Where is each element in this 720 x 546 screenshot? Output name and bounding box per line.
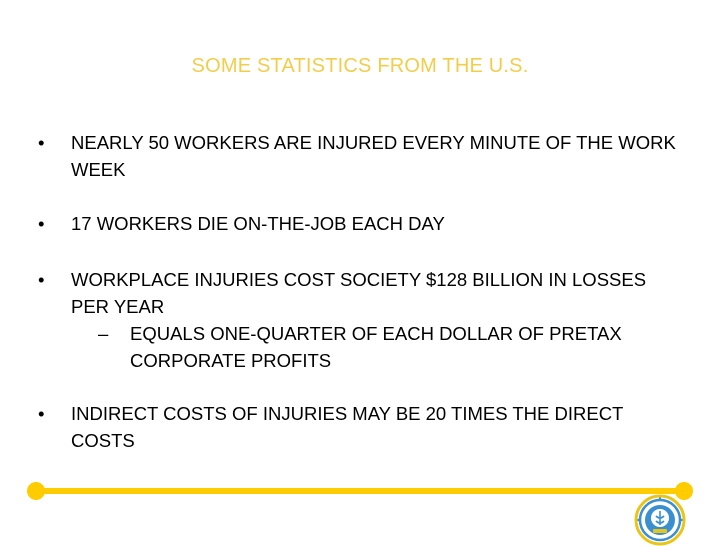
bullet-item <box>38 210 688 237</box>
bullet-marker: • <box>38 403 45 424</box>
bullet-marker: • <box>38 213 45 234</box>
bullet-marker: • <box>38 269 45 290</box>
bullet-text: 17 WORKERS DIE ON-THE-JOB EACH DAY <box>71 213 445 234</box>
sub-bullet-marker: – <box>98 323 109 344</box>
bullet-text: WORKPLACE INJURIES COST SOCIETY $128 BILLION IN LOSSES PER YEAR <box>71 269 647 317</box>
sub-bullet-item <box>98 320 658 374</box>
bullet-item <box>38 266 688 374</box>
sub-bullet-text: EQUALS ONE-QUARTER OF EACH DOLLAR OF PRETAX CORPORATE PROFITS <box>130 323 622 371</box>
bullet-marker: • <box>38 132 45 153</box>
slide-title: SOME STATISTICS FROM THE U.S. <box>191 55 529 77</box>
bullet-item <box>38 129 688 183</box>
divider-end-dot-left <box>27 482 45 500</box>
footer-divider-bar <box>36 488 684 494</box>
bullet-item <box>38 400 688 454</box>
bullet-text: NEARLY 50 WORKERS ARE INJURED EVERY MINUTE OF THE WORK WEEK <box>71 132 676 180</box>
bullet-text: INDIRECT COSTS OF INJURIES MAY BE 20 TIMES THE DIRECT COSTS <box>71 403 624 451</box>
organization-seal-icon <box>634 494 686 546</box>
